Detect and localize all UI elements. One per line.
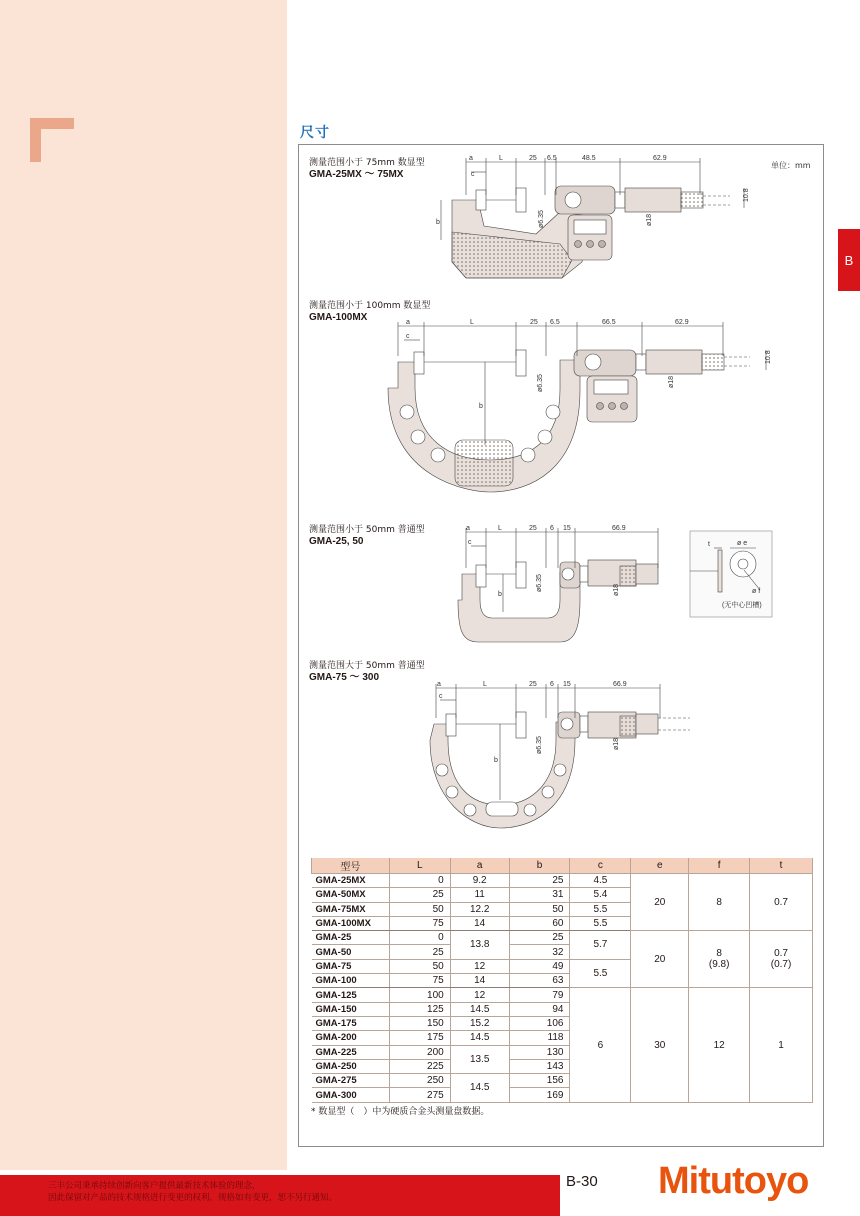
cell-model: GMA-150 bbox=[312, 1002, 390, 1016]
cell-c: 6 bbox=[570, 988, 631, 1102]
cell-model: GMA-300 bbox=[312, 1088, 390, 1102]
page-number: B-30 bbox=[566, 1173, 598, 1190]
dim-phi18: ø18 bbox=[613, 583, 620, 596]
dim-phi18: ø18 bbox=[646, 213, 653, 226]
cell-L: 50 bbox=[389, 959, 450, 973]
cell-b: 31 bbox=[509, 888, 570, 902]
table-footnote: * 数显型（ ）中为硬质合金头测量盘数据。 bbox=[311, 1107, 490, 1117]
cell-model: GMA-250 bbox=[312, 1059, 390, 1073]
cell-L: 150 bbox=[389, 1016, 450, 1030]
dim-25: 25 bbox=[529, 525, 537, 532]
dim-25: 25 bbox=[529, 155, 537, 162]
col-header: L bbox=[389, 858, 450, 874]
dim-phi635: ø6.35 bbox=[537, 374, 544, 392]
cell-c: 5.7 bbox=[570, 931, 631, 960]
cell-a: 14.5 bbox=[450, 1002, 509, 1016]
cell-a: 14 bbox=[450, 974, 509, 988]
dim-6: 6 bbox=[550, 681, 554, 688]
cell-L: 50 bbox=[389, 902, 450, 916]
dim-6.5: 6.5 bbox=[547, 155, 557, 162]
cell-c: 5.5 bbox=[570, 959, 631, 988]
detail-phif: ø f bbox=[752, 588, 761, 595]
cell-L: 275 bbox=[389, 1088, 450, 1102]
cell-L: 25 bbox=[389, 945, 450, 959]
dim-b: b bbox=[436, 219, 440, 226]
cell-a: 12 bbox=[450, 959, 509, 973]
cell-L: 125 bbox=[389, 1002, 450, 1016]
block-3-title: 测量范围小于 50mm 普通型 GMA-25, 50 bbox=[309, 525, 425, 547]
cell-f: 12 bbox=[689, 988, 750, 1102]
col-header: b bbox=[509, 858, 570, 874]
cell-a: 13.5 bbox=[450, 1045, 509, 1074]
cell-a: 14.5 bbox=[450, 1074, 509, 1103]
cell-model: GMA-200 bbox=[312, 1031, 390, 1045]
dim-phi635: ø6.35 bbox=[536, 574, 543, 592]
cell-model: GMA-75 bbox=[312, 959, 390, 973]
dim-phi635: ø6.35 bbox=[536, 736, 543, 754]
cell-b: 63 bbox=[509, 974, 570, 988]
detail-note: (无中心凹槽) bbox=[722, 602, 762, 609]
cell-b: 118 bbox=[509, 1031, 570, 1045]
dim-6.5: 6.5 bbox=[550, 319, 560, 326]
drawing-standard-300 bbox=[430, 684, 690, 828]
cell-L: 25 bbox=[389, 888, 450, 902]
dim-62.9: 62.9 bbox=[653, 155, 667, 162]
dim-L: L bbox=[483, 681, 487, 688]
unit-label: 单位：mm bbox=[771, 161, 811, 170]
dim-c: c bbox=[471, 171, 475, 178]
cell-L: 250 bbox=[389, 1074, 450, 1088]
col-header: e bbox=[631, 858, 689, 874]
footer-disclaimer: 三丰公司秉承持续创新向客户提供最新技术体验的理念， 因此保留对产品的技术规格进行变更的权利，规格如有变更，恕不另行通知。 bbox=[48, 1181, 338, 1203]
chapter-tab[interactable]: B bbox=[838, 229, 860, 291]
dim-25: 25 bbox=[529, 681, 537, 688]
col-header: a bbox=[450, 858, 509, 874]
cell-b: 25 bbox=[509, 931, 570, 945]
dim-c: c bbox=[468, 539, 472, 546]
dim-15: 15 bbox=[563, 681, 571, 688]
col-header: c bbox=[570, 858, 631, 874]
cell-a: 12.2 bbox=[450, 902, 509, 916]
dim-a: a bbox=[406, 319, 410, 326]
dim-b: b bbox=[494, 757, 498, 764]
cell-c: 5.4 bbox=[570, 888, 631, 902]
cell-model: GMA-75MX bbox=[312, 902, 390, 916]
dim-c: c bbox=[439, 693, 443, 700]
cell-t: 1 bbox=[750, 988, 813, 1102]
table-row bbox=[312, 988, 813, 1002]
table-row bbox=[312, 931, 813, 945]
cell-b: 94 bbox=[509, 1002, 570, 1016]
drawing-digital-75 bbox=[441, 158, 744, 278]
dim-c: c bbox=[406, 333, 410, 340]
dim-phi18: ø18 bbox=[613, 737, 620, 750]
cell-L: 75 bbox=[389, 974, 450, 988]
cell-b: 49 bbox=[509, 959, 570, 973]
dim-25: 25 bbox=[530, 319, 538, 326]
cell-e: 30 bbox=[631, 988, 689, 1102]
cell-c: 5.5 bbox=[570, 916, 631, 930]
cell-model: GMA-275 bbox=[312, 1074, 390, 1088]
dim-6: 6 bbox=[550, 525, 554, 532]
detail-phie: ø e bbox=[737, 540, 748, 547]
dim-L: L bbox=[470, 319, 474, 326]
cell-b: 50 bbox=[509, 902, 570, 916]
cell-a: 11 bbox=[450, 888, 509, 902]
cell-b: 106 bbox=[509, 1016, 570, 1030]
dim-L: L bbox=[498, 525, 502, 532]
table-row bbox=[312, 874, 813, 888]
cell-f: 8 (9.8) bbox=[689, 931, 750, 988]
cell-model: GMA-100 bbox=[312, 974, 390, 988]
col-header: t bbox=[750, 858, 813, 874]
dim-66.5: 66.5 bbox=[602, 319, 616, 326]
cell-e: 20 bbox=[631, 874, 689, 931]
cell-c: 5.5 bbox=[570, 902, 631, 916]
dim-phi18: ø18 bbox=[668, 375, 675, 388]
cell-b: 32 bbox=[509, 945, 570, 959]
cell-t: 0.7 bbox=[750, 874, 813, 931]
cell-a: 14.5 bbox=[450, 1031, 509, 1045]
drawing-digital-100 bbox=[388, 322, 766, 492]
spec-table bbox=[311, 858, 813, 1103]
cell-model: GMA-25MX bbox=[312, 874, 390, 888]
brand-logo: Mitutoyo bbox=[658, 1160, 809, 1202]
cell-a: 13.8 bbox=[450, 931, 509, 960]
block-2-title: 测量范围小于 100mm 数显型 GMA-100MX bbox=[309, 301, 431, 323]
dim-a: a bbox=[437, 681, 441, 688]
dim-a: a bbox=[469, 155, 473, 162]
dim-b: b bbox=[479, 403, 483, 410]
cell-t: 0.7 (0.7) bbox=[750, 931, 813, 988]
col-header: f bbox=[689, 858, 750, 874]
cell-L: 75 bbox=[389, 916, 450, 930]
cell-a: 14 bbox=[450, 916, 509, 930]
dim-48.5: 48.5 bbox=[582, 155, 596, 162]
cell-model: GMA-175 bbox=[312, 1016, 390, 1030]
dim-15: 15 bbox=[563, 525, 571, 532]
cell-b: 130 bbox=[509, 1045, 570, 1059]
dim-62.9: 62.9 bbox=[675, 319, 689, 326]
cell-a: 9.2 bbox=[450, 874, 509, 888]
cell-f: 8 bbox=[689, 874, 750, 931]
dim-L: L bbox=[499, 155, 503, 162]
section-title: 尺寸 bbox=[300, 125, 330, 141]
cell-b: 60 bbox=[509, 916, 570, 930]
cell-model: GMA-125 bbox=[312, 988, 390, 1002]
cell-a: 12 bbox=[450, 988, 509, 1002]
cell-model: GMA-225 bbox=[312, 1045, 390, 1059]
cell-model: GMA-50 bbox=[312, 945, 390, 959]
cell-b: 156 bbox=[509, 1074, 570, 1088]
cell-b: 25 bbox=[509, 874, 570, 888]
cell-L: 200 bbox=[389, 1045, 450, 1059]
dim-phi635: ø6.35 bbox=[538, 210, 545, 228]
cell-L: 0 bbox=[389, 874, 450, 888]
cell-model: GMA-100MX bbox=[312, 916, 390, 930]
cell-b: 143 bbox=[509, 1059, 570, 1073]
col-header: 型号 bbox=[312, 858, 390, 874]
block-1-title: 测量范围小于 75mm 数显型 GMA-25MX ～ 75MX bbox=[309, 158, 425, 180]
dim-b: b bbox=[498, 591, 502, 598]
cell-L: 100 bbox=[389, 988, 450, 1002]
cell-L: 0 bbox=[389, 931, 450, 945]
cell-L: 175 bbox=[389, 1031, 450, 1045]
dim-a: a bbox=[466, 525, 470, 532]
dim-66.9: 66.9 bbox=[612, 525, 626, 532]
cell-model: GMA-50MX bbox=[312, 888, 390, 902]
block-4-title: 测量范围大于 50mm 普通型 GMA-75 ～ 300 bbox=[309, 661, 425, 683]
table-header-row bbox=[312, 858, 813, 874]
cell-b: 79 bbox=[509, 988, 570, 1002]
dim-10.8: 10.8 bbox=[765, 350, 772, 364]
cell-L: 225 bbox=[389, 1059, 450, 1073]
detail-t: t bbox=[708, 541, 710, 548]
cell-model: GMA-25 bbox=[312, 931, 390, 945]
cell-e: 20 bbox=[631, 931, 689, 988]
cell-a: 15.2 bbox=[450, 1016, 509, 1030]
dim-66.9: 66.9 bbox=[613, 681, 627, 688]
cell-c: 4.5 bbox=[570, 874, 631, 888]
dim-10.8: 10.8 bbox=[743, 188, 750, 202]
cell-b: 169 bbox=[509, 1088, 570, 1102]
